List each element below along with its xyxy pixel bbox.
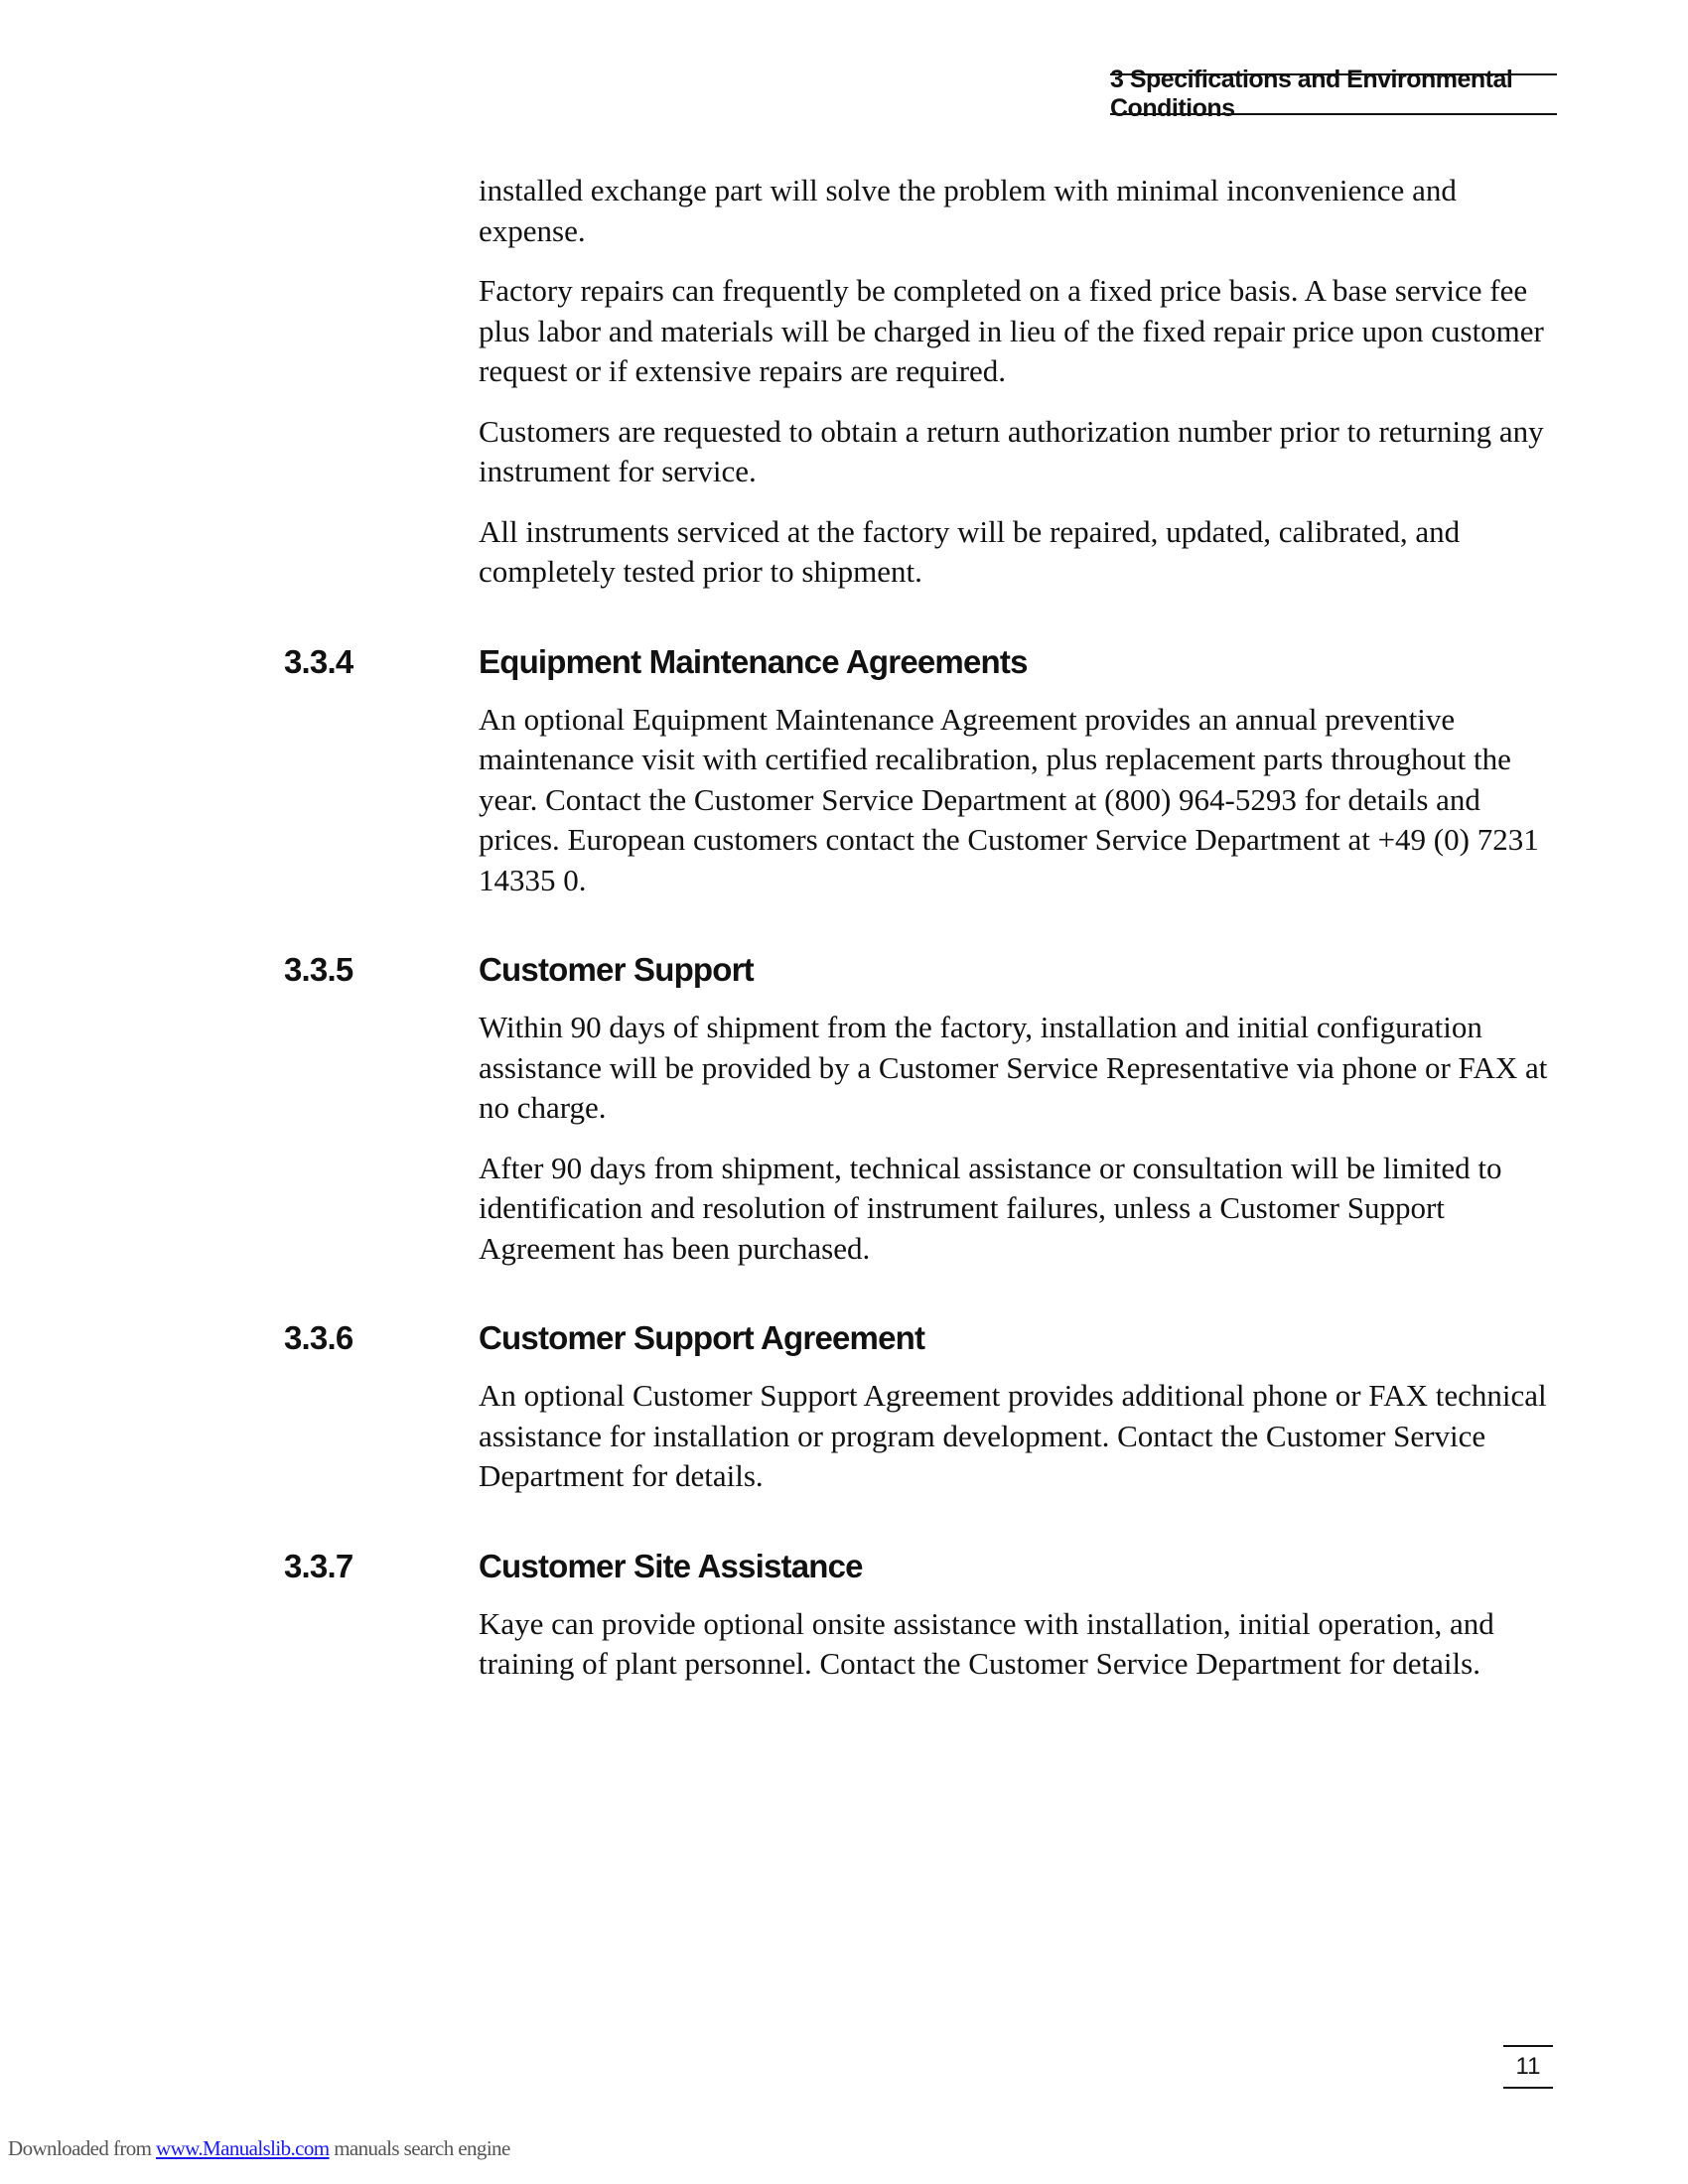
- paragraph: An optional Customer Support Agreement provides additional phone or FAX technical assistance for installation or program development. Contact the Customer Service Department for details.: [479, 1378, 1547, 1493]
- section-3-3-7: [284, 1547, 1561, 1685]
- paragraph: All instruments serviced at the factory will be repaired, updated, calibrated, and completely tested prior to shipment.: [479, 513, 1461, 589]
- section-number: 3.3.5: [284, 951, 353, 988]
- paragraph: installed exchange part will solve the problem with minimal inconvenience and expense.: [479, 173, 1457, 248]
- section-3-3-6: [284, 1318, 1561, 1497]
- chapter-title: 3 Specifications and Environmental Conditions: [1110, 66, 1513, 122]
- section-title: Equipment Maintenance Agreements: [479, 642, 1028, 680]
- section-title: Customer Site Assistance: [479, 1547, 863, 1584]
- page-content: [284, 171, 1561, 1705]
- footer-suffix: manuals search engine: [334, 2136, 510, 2160]
- section-number: 3.3.6: [284, 1319, 353, 1356]
- paragraph: Factory repairs can frequently be completed on a fixed price basis. A base service fee plus labor and materials will be charged in lieu of the fixed repair price upon customer request or if extensive repairs are required.: [479, 273, 1544, 388]
- footer-prefix: Downloaded from: [8, 2136, 152, 2160]
- manualslib-link[interactable]: www.Manualslib.com: [156, 2136, 330, 2160]
- download-footer: [8, 2136, 510, 2161]
- section-title: Customer Support Agreement: [479, 1319, 925, 1356]
- section-3-3-5: [284, 950, 1561, 1269]
- paragraph: Within 90 days of shipment from the factory, installation and initial configuration assistance will be provided by a Customer Service Representative via phone or FAX at no charge.: [479, 1010, 1548, 1125]
- section-number: 3.3.4: [284, 642, 353, 680]
- paragraph: Kaye can provide optional onsite assistance with installation, initial operation, and training of plant personnel. Contact the Customer Service Department for details.: [479, 1605, 1494, 1681]
- paragraph: Customers are requested to obtain a return authorization number prior to returning any instrument for service.: [479, 413, 1544, 488]
- page-number: [1503, 2045, 1553, 2089]
- section-number: 3.3.7: [284, 1547, 353, 1584]
- paragraph: An optional Equipment Maintenance Agreement provides an annual preventive maintenance visit with certified recalibration, plus replacement parts throughout the year. Contact the Customer Service Department at (800) 964-5293 for details and prices. European customers contact the Customer Service Department at +49 (0) 7231 14335 0.: [479, 701, 1539, 897]
- running-header: [1110, 66, 1557, 122]
- page-number-text: 11: [1515, 2053, 1541, 2080]
- section-3-3-4: [284, 642, 1561, 901]
- paragraph: After 90 days from shipment, technical assistance or consultation will be limited to identification and resolution of instrument failures, unless a Customer Support Agreement has been purchased.: [479, 1150, 1502, 1266]
- section-title: Customer Support: [479, 951, 754, 988]
